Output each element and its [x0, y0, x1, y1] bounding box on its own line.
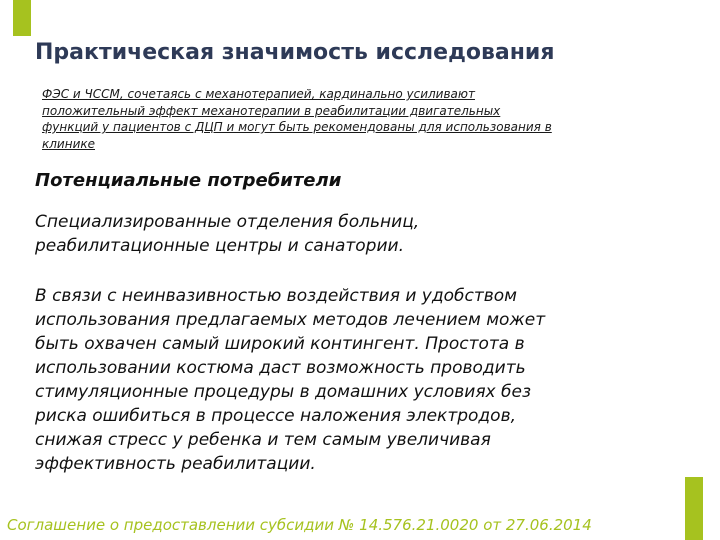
consumers-heading: Потенциальные потребители — [35, 170, 342, 191]
paragraph-line: реабилитационные центры и санатории. — [35, 236, 404, 256]
finding-line: положительный эффект механотерапии в реабилитации двигательных — [42, 103, 501, 118]
subsidy-agreement-footer: Соглашение о предоставлении субсидии № 14.576.21.0020 от 27.06.2014 — [7, 516, 592, 534]
benefits-paragraph — [35, 284, 675, 476]
paragraph-line: В связи с неинвазивностью воздействия и удобством — [35, 286, 517, 306]
finding-line: ФЭС и ЧССМ, сочетаясь с механотерапией, кардинально усиливают — [42, 87, 475, 101]
finding-line: клинике — [42, 136, 95, 151]
paragraph-line: использовании костюма даст возможность проводить — [35, 358, 526, 378]
finding-line: функций у пациентов с ДЦП и могут быть рекомендованы для использования в — [42, 120, 552, 134]
accent-bar-bottom — [685, 477, 703, 540]
consumers-paragraph — [35, 210, 675, 258]
slide-title: Практическая значимость исследования — [35, 40, 555, 65]
paragraph-line: стимуляционные процедуры в домашних условиях без — [35, 382, 531, 402]
paragraph-line: Специализированные отделения больниц, — [35, 212, 420, 232]
accent-bar-top — [13, 0, 31, 36]
paragraph-line: риска ошибиться в процессе наложения электродов, — [35, 406, 516, 426]
paragraph-line: быть охвачен самый широкий контингент. Простота в — [35, 334, 525, 354]
paragraph-line: эффективность реабилитации. — [35, 454, 316, 474]
paragraph-line: снижая стресс у ребенка и тем самым увеличивая — [35, 430, 491, 450]
research-finding — [42, 86, 667, 152]
paragraph-line: использования предлагаемых методов лечением может — [35, 310, 546, 330]
